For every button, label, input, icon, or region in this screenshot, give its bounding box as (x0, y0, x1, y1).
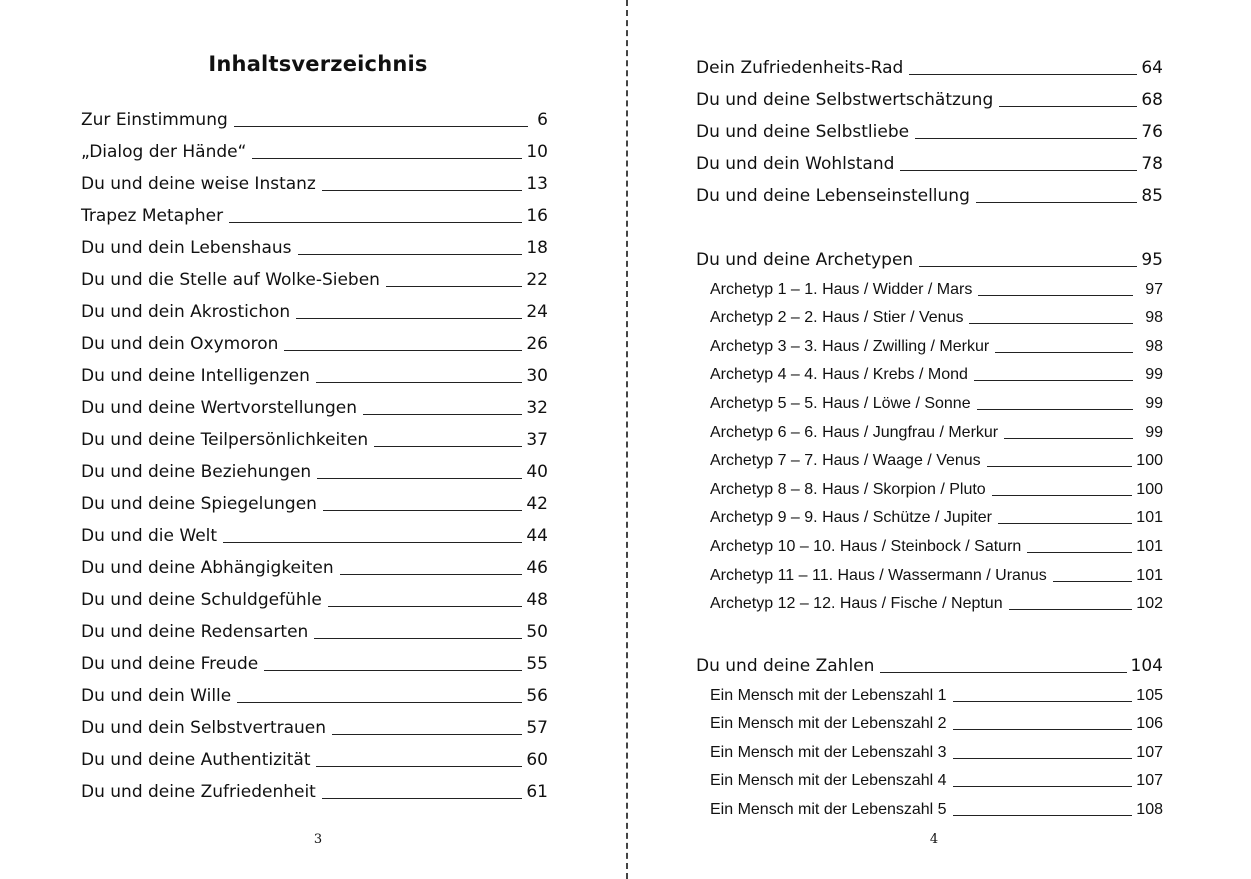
toc-entry[interactable] (81, 132, 548, 164)
toc-entry-label: Du und deine Archetypen (696, 250, 914, 270)
toc-entry-label: Archetyp 1 – 1. Haus / Widder / Mars (710, 280, 973, 298)
toc-entry[interactable] (81, 388, 548, 420)
toc-entry-label: Du und dein Selbstvertrauen (81, 718, 327, 738)
toc-subentry[interactable] (696, 764, 1163, 793)
leader-line (1004, 438, 1133, 439)
toc-entry-label: Du und deine Wertvorstellungen (81, 398, 358, 418)
section-heading-numbers[interactable] (696, 646, 1163, 678)
toc-entry[interactable] (81, 452, 548, 484)
toc-entry-label: Du und deine Zahlen (696, 656, 875, 676)
leader-line (284, 350, 522, 351)
leader-line (322, 798, 523, 799)
toc-entry[interactable] (81, 676, 548, 708)
toc-entry[interactable] (81, 196, 548, 228)
leader-line (976, 202, 1138, 203)
toc-entry-label: Du und deine Lebenseinstellung (696, 186, 970, 206)
leader-line (223, 542, 522, 543)
toc-entry-page: 18 (526, 238, 548, 258)
toc-entry-label: Ein Mensch mit der Lebenszahl 4 (710, 772, 947, 790)
leader-line (969, 323, 1133, 324)
toc-entry-page: 106 (1136, 715, 1163, 733)
leader-line (974, 380, 1133, 381)
page-number: 3 (313, 832, 323, 847)
toc-entry-label: „Dialog der Hände“ (81, 142, 247, 162)
leader-line (919, 266, 1137, 267)
toc-entry-page: 37 (526, 430, 548, 450)
toc-entry-label: Ein Mensch mit der Lebenszahl 3 (710, 743, 947, 761)
toc-entry-page: 78 (1141, 154, 1163, 174)
toc-entry-label: Du und dein Akrostichon (81, 302, 291, 322)
toc-entry-label: Du und deine Selbstwertschätzung (696, 90, 994, 110)
toc-entry-page: 101 (1136, 537, 1163, 555)
toc-entry-page: 99 (1145, 423, 1163, 441)
section-heading-archetypes[interactable] (696, 240, 1163, 272)
toc-entry-label: Archetyp 10 – 10. Haus / Steinbock / Saturn (710, 537, 1022, 555)
toc-entry-page: 85 (1141, 186, 1163, 206)
toc-subentry[interactable] (696, 735, 1163, 764)
leader-line (978, 295, 1133, 296)
toc-subentry[interactable] (696, 472, 1163, 501)
toc-entry-label: Archetyp 7 – 7. Haus / Waage / Venus (710, 452, 981, 470)
toc-entry-label: Archetyp 8 – 8. Haus / Skorpion / Pluto (710, 480, 986, 498)
toc-entry[interactable] (696, 112, 1163, 144)
leader-line (314, 638, 522, 639)
toc-entry-label: Du und deine weise Instanz (81, 174, 316, 194)
toc-entry-label: Du und deine Zufriedenheit (81, 782, 316, 802)
toc-entry-page: 44 (526, 526, 548, 546)
toc-entry-page: 24 (526, 302, 548, 322)
leader-line (953, 758, 1133, 759)
toc-entry-page: 107 (1136, 772, 1163, 790)
leader-line (915, 138, 1137, 139)
toc-entry-label: Du und deine Redensarten (81, 622, 309, 642)
toc-entry-page: 6 (537, 110, 548, 130)
toc-entry-page: 55 (526, 654, 548, 674)
leader-line (237, 702, 522, 703)
toc-entry-page: 42 (526, 494, 548, 514)
leader-line (234, 126, 528, 127)
toc-subentry[interactable] (696, 501, 1163, 530)
toc-entry-page: 100 (1136, 480, 1163, 498)
toc-entry-page: 76 (1141, 122, 1163, 142)
toc-subentry[interactable] (696, 329, 1163, 358)
leader-line (298, 254, 523, 255)
toc-list (696, 48, 1163, 208)
toc-subentry[interactable] (696, 301, 1163, 330)
toc-entry-page: 105 (1136, 686, 1163, 704)
toc-entry-label: Archetyp 11 – 11. Haus / Wassermann / Uranus (710, 566, 1047, 584)
leader-line (363, 414, 522, 415)
toc-entry-label: Du und dein Wille (81, 686, 232, 706)
toc-entry[interactable] (81, 484, 548, 516)
toc-entry-label: Du und deine Spiegelungen (81, 494, 317, 514)
toc-entry-label: Ein Mensch mit der Lebenszahl 1 (710, 686, 947, 704)
toc-entry-page: 64 (1141, 58, 1163, 78)
toc-entry[interactable] (81, 580, 548, 612)
leader-line (953, 815, 1133, 816)
toc-subentry[interactable] (696, 386, 1163, 415)
leader-line (328, 606, 523, 607)
leader-line (316, 382, 522, 383)
leader-line (909, 74, 1137, 75)
numbers-section (696, 646, 1163, 821)
toc-entry-page: 26 (526, 334, 548, 354)
toc-entry-label: Archetyp 3 – 3. Haus / Zwilling / Merkur (710, 337, 990, 355)
toc-entry-label: Du und deine Intelligenzen (81, 366, 310, 386)
toc-subentry[interactable] (696, 792, 1163, 821)
toc-entry-page: 104 (1130, 656, 1163, 676)
toc-entry-label: Du und die Welt (81, 526, 218, 546)
toc-entry-label: Archetyp 6 – 6. Haus / Jungfrau / Merkur (710, 423, 999, 441)
toc-entry-page: 99 (1145, 394, 1163, 412)
toc-entry[interactable] (696, 176, 1163, 208)
right-page (628, 0, 1251, 879)
toc-entry-label: Du und dein Lebenshaus (81, 238, 292, 258)
toc-entry-label: Du und deine Selbstliebe (696, 122, 910, 142)
toc-entry[interactable] (696, 80, 1163, 112)
toc-entry-label: Archetyp 9 – 9. Haus / Schütze / Jupiter (710, 509, 992, 527)
toc-entry-label: Archetyp 12 – 12. Haus / Fische / Neptun (710, 595, 1003, 613)
toc-entry-page: 30 (526, 366, 548, 386)
toc-entry-page: 98 (1145, 309, 1163, 327)
toc-entry[interactable] (696, 144, 1163, 176)
toc-entry-label: Ein Mensch mit der Lebenszahl 2 (710, 715, 947, 733)
leader-line (953, 701, 1133, 702)
leader-line (264, 670, 522, 671)
leader-line (229, 222, 522, 223)
toc-entry-label: Du und deine Beziehungen (81, 462, 312, 482)
leader-line (900, 170, 1137, 171)
leader-line (999, 106, 1137, 107)
toc-entry-label: Zur Einstimmung (81, 110, 228, 130)
leader-line (1027, 552, 1132, 553)
toc-entry-page: 99 (1145, 366, 1163, 384)
leader-line (953, 729, 1133, 730)
toc-entry[interactable] (81, 100, 548, 132)
toc-entry[interactable] (81, 324, 548, 356)
toc-entry-label: Du und dein Wohlstand (696, 154, 895, 174)
toc-entry[interactable] (81, 740, 548, 772)
toc-entry-label: Trapez Metapher (81, 206, 224, 226)
leader-line (323, 510, 522, 511)
page-number: 4 (929, 832, 939, 847)
toc-entry-page: 32 (526, 398, 548, 418)
toc-entry[interactable] (81, 228, 548, 260)
toc-entry-page: 22 (526, 270, 548, 290)
toc-entry-label: Du und deine Freude (81, 654, 259, 674)
toc-entry-label: Du und deine Abhängigkeiten (81, 558, 334, 578)
leader-line (880, 672, 1126, 673)
leader-line (995, 352, 1133, 353)
toc-entry[interactable] (81, 708, 548, 740)
leader-line (977, 409, 1133, 410)
leader-line (322, 190, 523, 191)
toc-subentry[interactable] (696, 587, 1163, 616)
toc-entry-label: Dein Zufriedenheits-Rad (696, 58, 904, 78)
toc-entry-page: 16 (526, 206, 548, 226)
toc-entry-page: 40 (526, 462, 548, 482)
toc-entry[interactable] (81, 292, 548, 324)
toc-entry-label: Du und deine Schuldgefühle (81, 590, 322, 610)
toc-entry[interactable] (81, 644, 548, 676)
toc-entry[interactable] (696, 48, 1163, 80)
toc-entry-page: 100 (1136, 452, 1163, 470)
toc-subentry[interactable] (696, 529, 1163, 558)
leader-line (340, 574, 523, 575)
toc-entry-page: 101 (1136, 509, 1163, 527)
toc-subentry[interactable] (696, 558, 1163, 587)
leader-line (374, 446, 522, 447)
toc-entry[interactable] (81, 164, 548, 196)
toc-entry[interactable] (81, 260, 548, 292)
leader-line (316, 766, 522, 767)
toc-entry[interactable] (81, 772, 548, 804)
toc-subentry[interactable] (696, 358, 1163, 387)
toc-entry[interactable] (81, 356, 548, 388)
toc-entry-label: Archetyp 4 – 4. Haus / Krebs / Mond (710, 366, 968, 384)
toc-entry-label: Du und deine Teilpersönlichkeiten (81, 430, 369, 450)
leader-line (953, 786, 1133, 787)
toc-entry-page: 108 (1136, 800, 1163, 818)
toc-subentry[interactable] (696, 707, 1163, 736)
leader-line (296, 318, 522, 319)
leader-line (1009, 609, 1133, 610)
toc-entry-label: Archetyp 2 – 2. Haus / Stier / Venus (710, 309, 964, 327)
toc-entry-page: 95 (1141, 250, 1163, 270)
toc-entry-page: 102 (1136, 595, 1163, 613)
archetypes-section (696, 240, 1163, 615)
toc-entry-page: 10 (526, 142, 548, 162)
toc-entry[interactable] (81, 612, 548, 644)
toc-entry-page: 61 (526, 782, 548, 802)
toc-subentry[interactable] (696, 444, 1163, 473)
toc-entry-label: Du und deine Authentizität (81, 750, 311, 770)
leader-line (1053, 581, 1133, 582)
toc-entry-page: 98 (1145, 337, 1163, 355)
leader-line (252, 158, 522, 159)
toc-entry-label: Archetyp 5 – 5. Haus / Löwe / Sonne (710, 394, 971, 412)
leader-line (987, 466, 1133, 467)
toc-entry-page: 107 (1136, 743, 1163, 761)
leader-line (386, 286, 522, 287)
leader-line (992, 495, 1133, 496)
toc-entry-label: Du und dein Oxymoron (81, 334, 279, 354)
toc-entry-page: 57 (526, 718, 548, 738)
toc-entry-page: 50 (526, 622, 548, 642)
leader-line (998, 523, 1132, 524)
toc-entry[interactable] (81, 420, 548, 452)
leader-line (332, 734, 522, 735)
toc-entry[interactable] (81, 516, 548, 548)
page-title: Inhaltsverzeichnis (208, 52, 428, 76)
toc-subentry[interactable] (696, 415, 1163, 444)
toc-entry-page: 46 (526, 558, 548, 578)
toc-entry-page: 101 (1136, 566, 1163, 584)
toc-entry[interactable] (81, 548, 548, 580)
toc-entry-page: 13 (526, 174, 548, 194)
toc-entry-page: 56 (526, 686, 548, 706)
toc-entry-page: 60 (526, 750, 548, 770)
toc-entry-label: Du und die Stelle auf Wolke-Sieben (81, 270, 380, 290)
toc-subentry[interactable] (696, 272, 1163, 301)
toc-entry-page: 97 (1145, 280, 1163, 298)
leader-line (317, 478, 522, 479)
toc-entry-page: 48 (526, 590, 548, 610)
toc-entry-page: 68 (1141, 90, 1163, 110)
toc-entry-label: Ein Mensch mit der Lebenszahl 5 (710, 800, 947, 818)
toc-list (81, 100, 548, 804)
toc-subentry[interactable] (696, 678, 1163, 707)
